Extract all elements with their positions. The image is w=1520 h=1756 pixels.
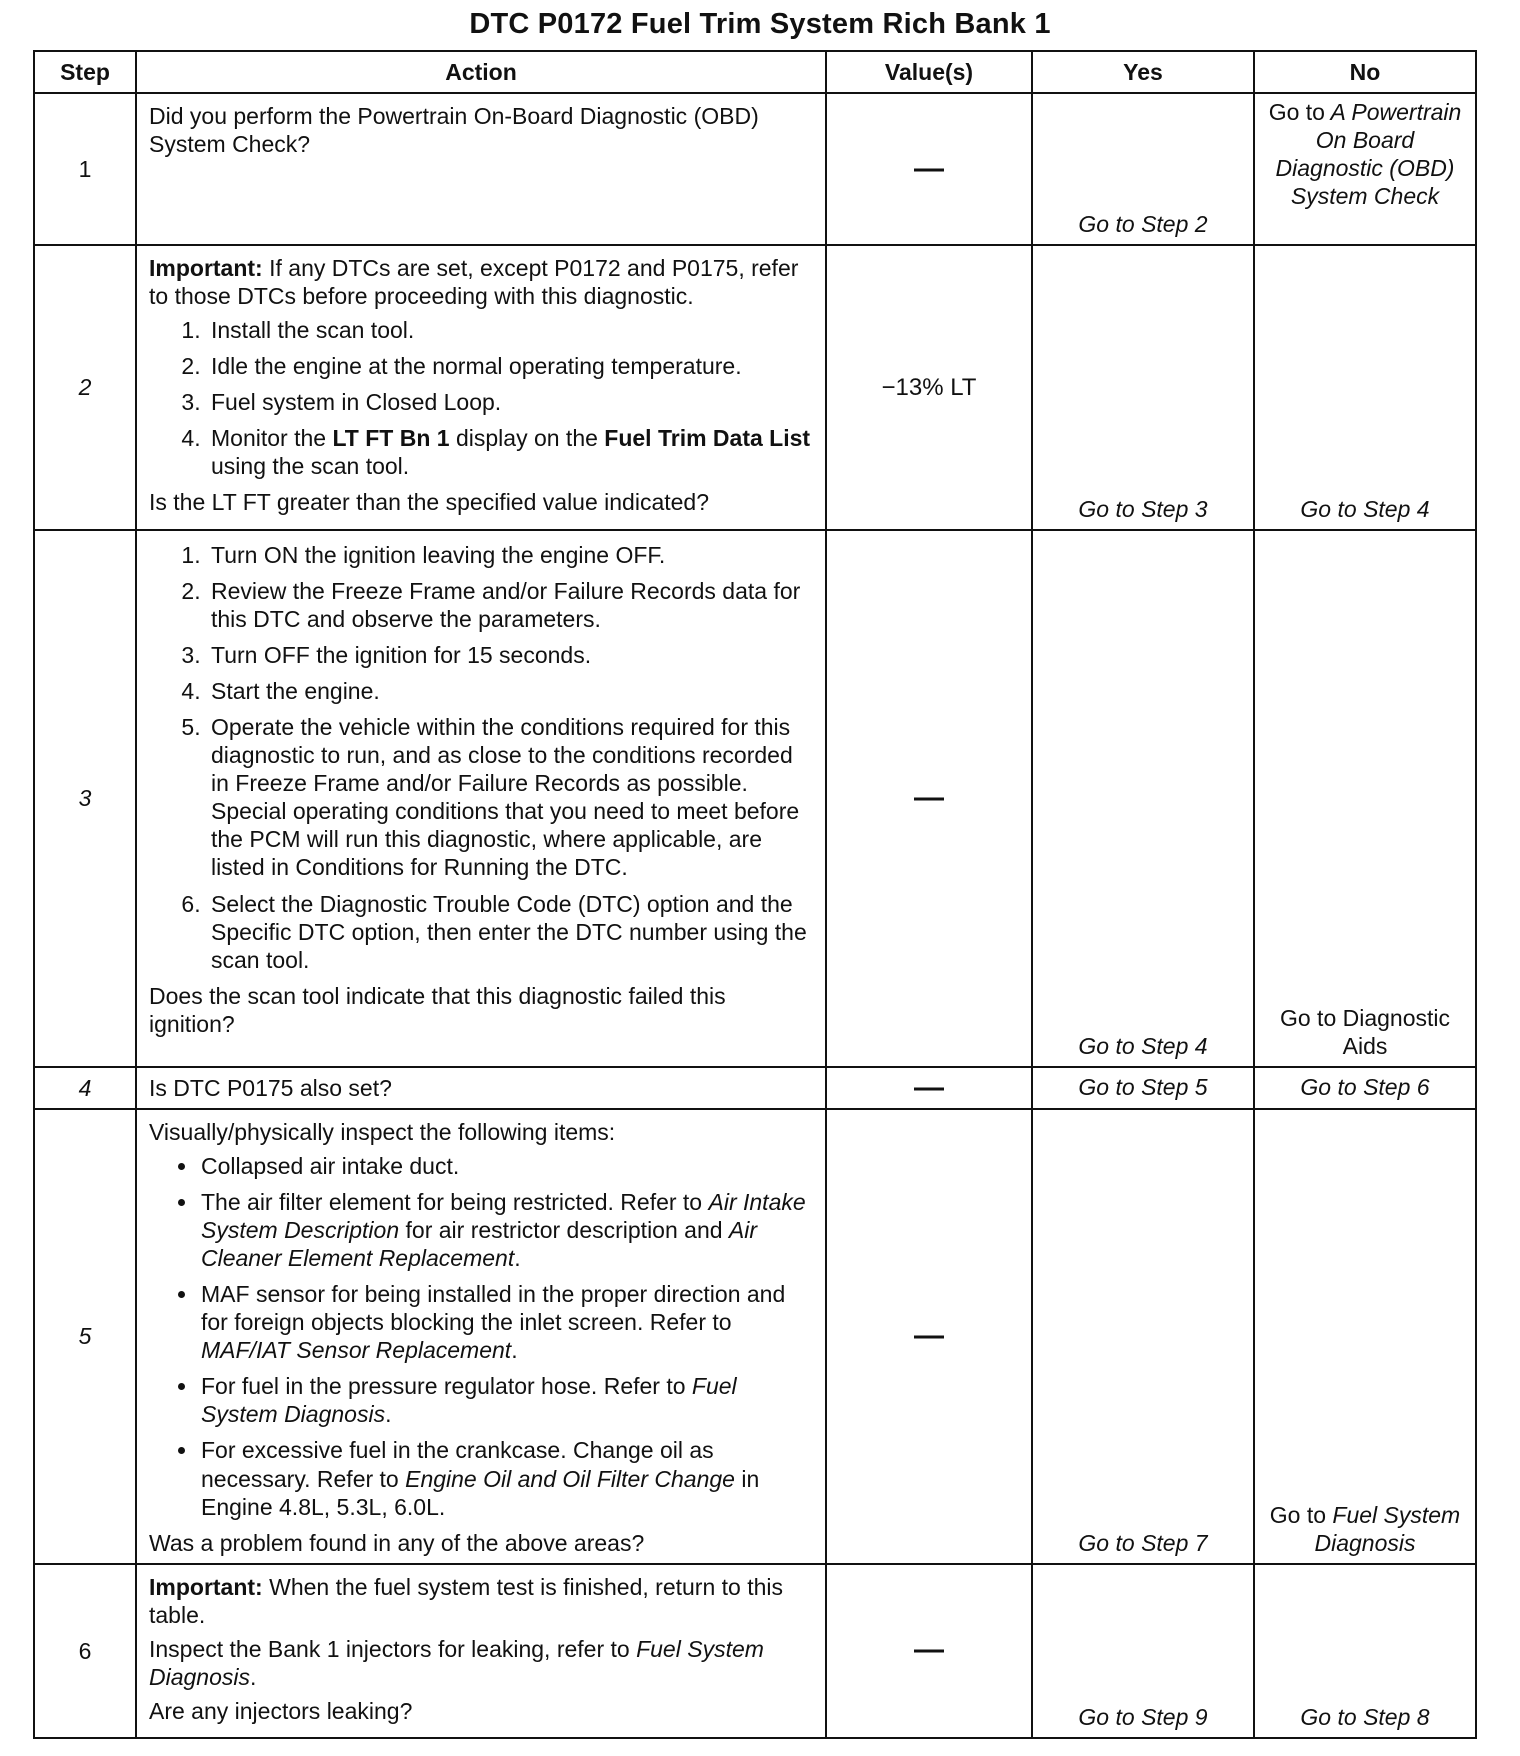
no-cell	[1254, 530, 1476, 1067]
list-item	[199, 1188, 815, 1272]
step-number: 5	[34, 1109, 136, 1564]
step-number: 1	[34, 93, 136, 245]
action-cell	[136, 93, 826, 245]
item-text: display on the	[455, 425, 598, 452]
list-item: 1. Install the scan tool.	[207, 316, 815, 344]
item-text: for air restrictor description and	[405, 1217, 723, 1244]
step-number: 6	[34, 1564, 136, 1738]
no-cell	[1254, 93, 1476, 245]
no-cell: Go to Step 8	[1254, 1564, 1476, 1738]
item-text: in Engine 4.8L, 5.3L, 6.0L.	[201, 1465, 760, 1520]
no-reference: A Powertrain On Board Diagnostic (OBD) System Check	[1275, 99, 1462, 210]
item-text: The air filter element for being restricted. Refer to	[201, 1189, 703, 1216]
item-text: .	[250, 1663, 257, 1690]
list-item	[207, 424, 815, 480]
list-item: 3. Fuel system in Closed Loop.	[207, 388, 815, 416]
header-row	[34, 51, 1476, 93]
value-cell: —	[826, 1109, 1032, 1564]
no-cell	[1254, 1109, 1476, 1564]
action-question: Was a problem found in any of the above areas?	[149, 1529, 645, 1556]
action-question: Does the scan tool indicate that this diagnostic failed this ignition?	[149, 982, 726, 1037]
step-number: 2	[34, 245, 136, 530]
header-values: Value(s)	[826, 51, 1032, 93]
header-step: Step	[34, 51, 136, 93]
no-prefix: Go to	[1268, 99, 1325, 125]
yes-cell: Go to Step 4	[1032, 530, 1254, 1067]
diagnostic-table	[33, 50, 1477, 1739]
yes-cell: Go to Step 9	[1032, 1564, 1254, 1738]
important-text: If any DTCs are set, except P0172 and P0175, refer to those DTCs before proceeding with this diagnostic.	[149, 255, 799, 310]
step-number: 3	[34, 530, 136, 1067]
item-bold-text: LT FT Bn 1	[332, 425, 450, 452]
table-row	[34, 1564, 1476, 1738]
item-bold-text: Fuel Trim Data List	[604, 425, 811, 452]
list-item: 3. Turn OFF the ignition for 15 seconds.	[207, 641, 815, 669]
table-row	[34, 245, 1476, 530]
no-cell: Go to Step 4	[1254, 245, 1476, 530]
action-cell	[136, 245, 826, 530]
list-item	[199, 1372, 815, 1428]
action-question: Are any injectors leaking?	[149, 1697, 413, 1724]
step-number: 4	[34, 1067, 136, 1109]
value-cell: −13% LT	[826, 245, 1032, 530]
table-row	[34, 1067, 1476, 1109]
value-cell: —	[826, 530, 1032, 1067]
inspection-list	[149, 1152, 815, 1521]
important-text: When the fuel system test is finished, return to this table.	[149, 1573, 784, 1628]
list-item: 4. Start the engine.	[207, 677, 815, 705]
reference-text: MAF/IAT Sensor Replacement	[201, 1337, 512, 1364]
reference-text: Engine Oil and Oil Filter Change	[405, 1465, 735, 1492]
value-cell: —	[826, 1564, 1032, 1738]
value-cell: —	[826, 93, 1032, 245]
header-no: No	[1254, 51, 1476, 93]
list-item: 5. Operate the vehicle within the conditions required for this diagnostic to run, and as close to the conditions recorded in Freeze Frame and/or Failure Records as possible. Special operating conditions that you need to meet before the PCM will run this diagnostic, where applicable, are listed in Conditions for Running the DTC.	[207, 713, 815, 881]
important-note	[149, 254, 815, 310]
action-text: Did you perform the Powertrain On-Board Diagnostic (OBD) System Check?	[149, 103, 759, 158]
list-item: 2. Review the Freeze Frame and/or Failure Records data for this DTC and observe the parameters.	[207, 577, 815, 633]
no-prefix: Go to	[1269, 1501, 1327, 1528]
no-cell: Go to Step 6	[1254, 1067, 1476, 1109]
action-cell	[136, 1067, 826, 1109]
action-question: Is the LT FT greater than the specified value indicated?	[149, 489, 710, 516]
yes-cell: Go to Step 2	[1032, 93, 1254, 245]
action-cell	[136, 530, 826, 1067]
yes-cell: Go to Step 3	[1032, 245, 1254, 530]
header-yes: Yes	[1032, 51, 1254, 93]
action-text: Is DTC P0175 also set?	[149, 1074, 392, 1101]
list-item: 2. Idle the engine at the normal operating temperature.	[207, 352, 815, 380]
important-note	[149, 1573, 815, 1629]
list-item: 1. Turn ON the ignition leaving the engine OFF.	[207, 541, 815, 569]
item-text: For excessive fuel in the crankcase. Change oil as necessary. Refer to	[201, 1437, 714, 1492]
item-text: Inspect the Bank 1 injectors for leaking, refer to	[149, 1635, 630, 1662]
important-label: Important:	[149, 255, 263, 281]
item-text: Monitor the	[211, 425, 327, 452]
header-action: Action	[136, 51, 826, 93]
table-row	[34, 1109, 1476, 1564]
item-text: For fuel in the pressure regulator hose. Refer to	[201, 1373, 686, 1400]
action-cell	[136, 1564, 826, 1738]
reference-text: Fuel System Diagnosis	[201, 1373, 737, 1428]
list-item: • Collapsed air intake duct.	[199, 1152, 815, 1180]
yes-cell: Go to Step 7	[1032, 1109, 1254, 1564]
item-text: .	[514, 1245, 521, 1272]
reference-text: Air Intake System Description	[201, 1189, 806, 1244]
action-cell	[136, 1109, 826, 1564]
no-reference: Fuel System Diagnosis	[1314, 1501, 1461, 1556]
table-row	[34, 93, 1476, 245]
reference-text: Air Cleaner Element Replacement	[201, 1217, 758, 1272]
item-text: using the scan tool.	[211, 453, 410, 480]
list-item: 6. Select the Diagnostic Trouble Code (DTC) option and the Specific DTC option, then enter the DTC number using the scan tool.	[207, 890, 815, 974]
action-text	[149, 1635, 815, 1691]
item-text: .	[385, 1401, 392, 1428]
list-item	[199, 1280, 815, 1364]
action-intro: Visually/physically inspect the following items:	[149, 1119, 616, 1145]
value-cell: —	[826, 1067, 1032, 1109]
list-item	[199, 1436, 815, 1520]
item-text: .	[511, 1337, 518, 1364]
procedure-list	[149, 541, 815, 974]
item-text: MAF sensor for being installed in the proper direction and for foreign objects blocking the inlet screen. Refer to	[201, 1281, 786, 1336]
important-label: Important:	[149, 1573, 263, 1600]
reference-text: Fuel System Diagnosis	[149, 1635, 764, 1690]
yes-cell: Go to Step 5	[1032, 1067, 1254, 1109]
procedure-list	[149, 316, 815, 480]
page-title: DTC P0172 Fuel Trim System Rich Bank 1	[469, 8, 1051, 40]
table-row	[34, 530, 1476, 1067]
no-text: Go to Diagnostic Aids	[1279, 1004, 1451, 1059]
